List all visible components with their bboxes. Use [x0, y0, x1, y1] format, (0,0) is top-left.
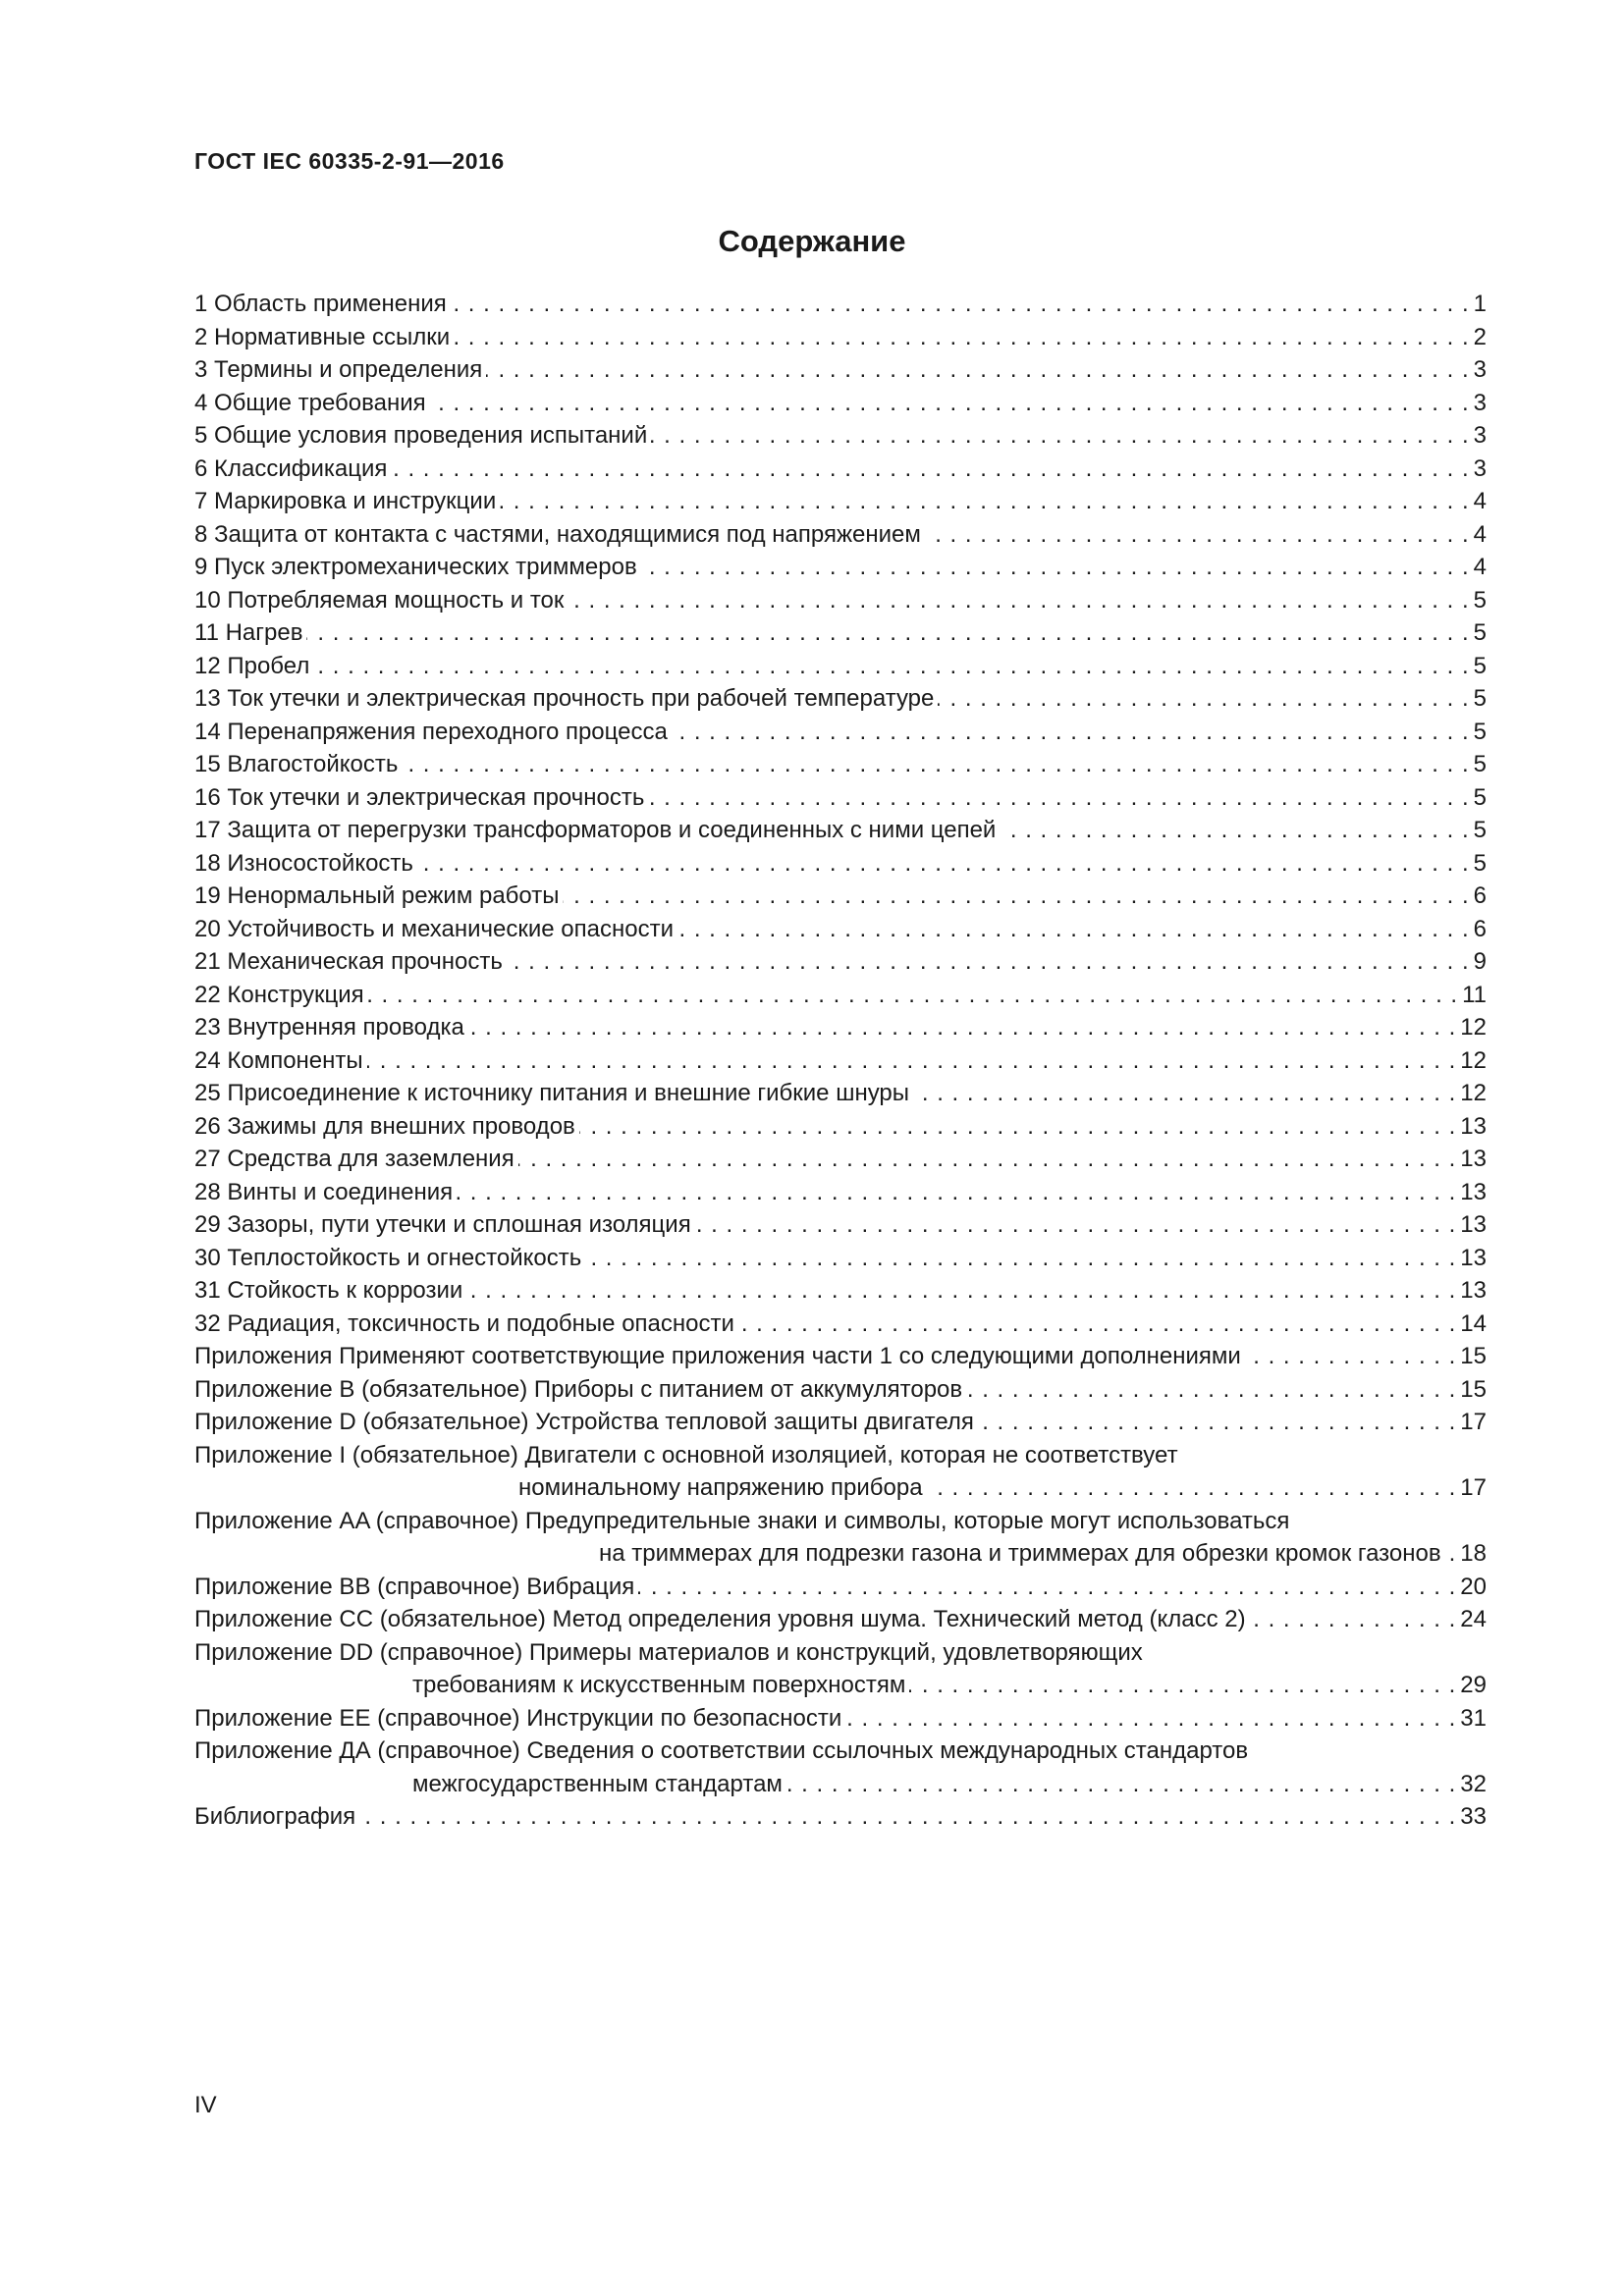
toc-entry[interactable] [194, 551, 1487, 584]
toc-entry[interactable] [194, 945, 1487, 979]
toc-entry-label: 23 Внутренняя проводка [194, 1014, 464, 1041]
toc-entry-page: 3 [1473, 356, 1487, 383]
dot-leader [738, 1308, 1456, 1341]
toc-entry-label: номинальному напряжению прибора [518, 1474, 923, 1501]
toc-entry-page: 2 [1473, 323, 1487, 350]
toc-entry-page: 5 [1473, 652, 1487, 679]
toc-entry-label: 4 Общие требования [194, 389, 426, 416]
dot-leader [500, 485, 1469, 518]
dot-leader [927, 1471, 1457, 1505]
toc-entry[interactable] [194, 682, 1487, 716]
toc-entry-page: 20 [1460, 1573, 1487, 1600]
dot-leader [468, 1011, 1456, 1044]
dot-leader [786, 1768, 1456, 1801]
dot-leader [1000, 814, 1469, 847]
toc-entry-label: 15 Влагостойкость [194, 751, 399, 777]
toc-entry[interactable] [194, 781, 1487, 815]
toc-entry-page: 5 [1473, 751, 1487, 777]
dot-leader [454, 321, 1469, 354]
dot-leader [391, 453, 1469, 486]
dot-leader [1445, 1537, 1457, 1571]
toc-entry[interactable] [194, 814, 1487, 847]
toc-entry-page: 13 [1460, 1244, 1487, 1271]
toc-entry[interactable] [194, 1373, 1487, 1407]
toc-entry-annex-dd[interactable] [194, 1636, 1487, 1670]
toc-entry-label: 11 Нагрев [194, 619, 303, 646]
toc-entry-page: 13 [1460, 1146, 1487, 1172]
toc-entry-page: 13 [1460, 1211, 1487, 1238]
toc-entry[interactable] [194, 1208, 1487, 1242]
toc-entry-label: 28 Винты и соединения [194, 1178, 454, 1205]
dot-leader [402, 748, 1469, 781]
toc-entry[interactable] [194, 1340, 1487, 1373]
toc-entry-annex-dd-continuation[interactable] [194, 1669, 1487, 1702]
toc-entry-annex-cc[interactable] [194, 1603, 1487, 1636]
toc-entry-page: 5 [1473, 586, 1487, 614]
toc-entry-page: 29 [1460, 1672, 1487, 1698]
toc-entry-page: 3 [1473, 454, 1487, 482]
toc-entry-page: 1 [1473, 291, 1487, 317]
toc-entry-label: 16 Ток утечки и электрическая прочность [194, 783, 645, 811]
toc-entry[interactable] [194, 453, 1487, 486]
dot-leader [306, 616, 1469, 650]
dot-leader [641, 551, 1470, 584]
toc-entry-page: 11 [1462, 981, 1487, 1008]
toc-entry-label: Приложение AA (справочное) Предупредительные знаки и символы, которые могут использоваться [194, 1507, 1290, 1534]
dot-leader [367, 1044, 1457, 1078]
toc-entry-page: 13 [1460, 1178, 1487, 1205]
toc-entry-annex-aa-continuation[interactable] [194, 1537, 1487, 1571]
toc-entry-label: 9 Пуск электромеханических триммеров [194, 554, 637, 580]
toc-entry-label: Приложение B (обязательное) Приборы с питанием от аккумуляторов [194, 1375, 963, 1403]
dot-leader [359, 1800, 1456, 1834]
toc-entry-label: 17 Защита от перегрузки трансформаторов и соединенных с ними цепей [194, 817, 997, 843]
toc-entry[interactable] [194, 1274, 1487, 1308]
toc-entry[interactable] [194, 584, 1487, 617]
toc-entry-label: Приложение CC (обязательное) Метод определения уровня шума. Технический метод (класс 2) [194, 1606, 1246, 1632]
toc-entry-page: 13 [1460, 1277, 1487, 1304]
dot-leader [938, 682, 1469, 716]
toc-entry[interactable] [194, 1308, 1487, 1341]
document-code: ГОСТ IEC 60335-2-91—2016 [194, 148, 505, 174]
toc-entry[interactable] [194, 1011, 1487, 1044]
toc-entry-label: требованиям к искусственным поверхностям [412, 1672, 906, 1698]
dot-leader [925, 518, 1470, 552]
toc-entry-label: 10 Потребляемая мощность и ток [194, 586, 565, 614]
toc-entry-label: 30 Теплостойкость и огнестойкость [194, 1244, 582, 1271]
toc-entry-label: 26 Зажимы для внешних проводов [194, 1112, 575, 1140]
dot-leader [1245, 1340, 1456, 1373]
toc-entry-page: 4 [1473, 554, 1487, 580]
toc-entry-annex-da[interactable] [194, 1735, 1487, 1768]
toc-entry[interactable] [194, 419, 1487, 453]
dot-leader [677, 913, 1470, 946]
toc-entry-page: 17 [1460, 1474, 1487, 1501]
toc-entry-label: на триммерах для подрезки газона и триммерах для обрезки кромок газонов [599, 1540, 1441, 1567]
toc-entry-label: 21 Механическая прочность [194, 948, 503, 975]
toc-entry[interactable] [194, 979, 1487, 1012]
toc-entry-page: 13 [1460, 1112, 1487, 1140]
toc-entry-page: 6 [1473, 915, 1487, 942]
toc-entry-label: 5 Общие условия проведения испытаний [194, 422, 648, 449]
toc-entry-label: 14 Перенапряжения переходного процесса [194, 718, 668, 745]
table-of-contents [194, 288, 1487, 1834]
toc-entry-page: 12 [1460, 1080, 1487, 1106]
toc-entry-label: 1 Область применения [194, 291, 447, 317]
toc-entry-page: 18 [1460, 1540, 1487, 1567]
dot-leader [638, 1571, 1456, 1604]
dot-leader [518, 1143, 1457, 1176]
dot-leader [651, 419, 1469, 453]
toc-entry-page: 6 [1473, 882, 1487, 909]
toc-entry-page: 4 [1473, 520, 1487, 548]
toc-entry[interactable] [194, 913, 1487, 946]
toc-entry-page: 5 [1473, 718, 1487, 745]
toc-entry[interactable] [194, 650, 1487, 683]
page-number: IV [194, 2092, 217, 2118]
dot-leader [563, 880, 1469, 913]
dot-leader [913, 1077, 1456, 1110]
toc-entry-annex-bb[interactable] [194, 1571, 1487, 1604]
dot-leader [909, 1669, 1456, 1702]
toc-entry-page: 33 [1460, 1803, 1487, 1830]
toc-entry-page: 15 [1460, 1375, 1487, 1403]
toc-entry-label: Приложения Применяют соответствующие приложения части 1 со следующими дополнениями [194, 1343, 1241, 1369]
toc-entry-page: 5 [1473, 685, 1487, 712]
dot-leader [648, 781, 1469, 815]
toc-entry-label: 20 Устойчивость и механические опасности [194, 915, 674, 942]
toc-entry-label: Приложение BB (справочное) Вибрация [194, 1573, 635, 1600]
dot-leader [466, 1274, 1456, 1308]
toc-entry-label: 18 Износостойкость [194, 849, 413, 877]
toc-entry-label: 12 Пробел [194, 652, 310, 679]
toc-entry-label: 8 Защита от контакта с частями, находящимися под напряжением [194, 520, 921, 548]
dot-leader [585, 1242, 1456, 1275]
toc-entry[interactable] [194, 321, 1487, 354]
toc-entry-label: 19 Ненормальный режим работы [194, 882, 560, 909]
toc-entry-page: 4 [1473, 488, 1487, 514]
toc-entry-label: Приложение D (обязательное) Устройства тепловой защиты двигателя [194, 1409, 974, 1435]
toc-entry-label: межгосударственным стандартам [412, 1770, 783, 1797]
toc-entry[interactable] [194, 1143, 1487, 1176]
dot-leader [568, 584, 1469, 617]
toc-entry-label: 31 Стойкость к коррозии [194, 1277, 463, 1304]
toc-entry-annex-i[interactable] [194, 1439, 1487, 1472]
toc-entry-label: 24 Компоненты [194, 1046, 363, 1074]
toc-entry-page: 9 [1473, 948, 1487, 975]
dot-leader [1250, 1603, 1457, 1636]
toc-entry-annex-i-continuation[interactable] [194, 1471, 1487, 1505]
dot-leader [845, 1702, 1456, 1735]
dot-leader [966, 1373, 1456, 1407]
toc-entry-page: 14 [1460, 1309, 1487, 1337]
toc-entry-page: 5 [1473, 619, 1487, 646]
dot-leader [451, 288, 1470, 321]
toc-entry[interactable] [194, 1176, 1487, 1209]
toc-entry[interactable] [194, 880, 1487, 913]
toc-entry[interactable] [194, 1110, 1487, 1144]
dot-leader [430, 387, 1470, 420]
toc-entry[interactable] [194, 1242, 1487, 1275]
toc-entry[interactable] [194, 1077, 1487, 1110]
toc-entry-label: 29 Зазоры, пути утечки и сплошная изоляция [194, 1211, 691, 1238]
toc-entry-page: 15 [1460, 1343, 1487, 1369]
toc-entry[interactable] [194, 387, 1487, 420]
dot-leader [486, 353, 1469, 387]
toc-entry-label: 13 Ток утечки и электрическая прочность при рабочей температуре [194, 685, 935, 712]
toc-entry[interactable] [194, 716, 1487, 749]
toc-entry-label: 3 Термины и определения [194, 356, 483, 383]
toc-entry-label: Приложение ДА (справочное) Сведения о соответствии ссылочных международных стандартов [194, 1737, 1249, 1764]
toc-entry-bibliography[interactable] [194, 1800, 1487, 1834]
toc-entry[interactable] [194, 748, 1487, 781]
dot-leader [672, 716, 1470, 749]
toc-entry[interactable] [194, 1406, 1487, 1439]
toc-entry-label: Приложение DD (справочное) Примеры материалов и конструкций, удовлетворяющих [194, 1638, 1143, 1666]
dot-leader [368, 979, 1458, 1012]
toc-entry-page: 3 [1473, 389, 1487, 416]
toc-entry-annex-da-continuation[interactable] [194, 1768, 1487, 1801]
toc-entry-page: 3 [1473, 422, 1487, 449]
toc-entry-annex-ee[interactable] [194, 1702, 1487, 1735]
dot-leader [695, 1208, 1457, 1242]
toc-entry[interactable] [194, 485, 1487, 518]
dot-leader [507, 945, 1470, 979]
toc-entry-label: 27 Средства для заземления [194, 1146, 514, 1172]
toc-entry-page: 12 [1460, 1014, 1487, 1041]
dot-leader [579, 1110, 1457, 1144]
toc-entry[interactable] [194, 288, 1487, 321]
dot-leader [313, 650, 1469, 683]
toc-entry-page: 17 [1460, 1409, 1487, 1435]
toc-entry-page: 24 [1460, 1606, 1487, 1632]
toc-entry[interactable] [194, 616, 1487, 650]
toc-entry-label: Приложение EE (справочное) Инструкции по безопасности [194, 1704, 842, 1732]
toc-entry-label: 32 Радиация, токсичность и подобные опасности [194, 1309, 734, 1337]
toc-entry-label: 6 Классификация [194, 454, 388, 482]
toc-entry-label: 25 Присоединение к источнику питания и внешние гибкие шнуры [194, 1080, 910, 1106]
toc-entry-page: 5 [1473, 783, 1487, 811]
toc-entry-label: Библиография [194, 1803, 356, 1830]
toc-entry-page: 5 [1473, 849, 1487, 877]
dot-leader [457, 1176, 1456, 1209]
toc-entry-label: 2 Нормативные ссылки [194, 323, 451, 350]
dot-leader [978, 1406, 1456, 1439]
toc-entry-page: 32 [1460, 1770, 1487, 1797]
page-title: Содержание [718, 224, 906, 258]
toc-entry-page: 5 [1473, 817, 1487, 843]
toc-entry-label: 7 Маркировка и инструкции [194, 488, 497, 514]
toc-entry-annex-aa[interactable] [194, 1505, 1487, 1538]
toc-entry-page: 12 [1460, 1046, 1487, 1074]
toc-entry-page: 31 [1460, 1704, 1487, 1732]
dot-leader [417, 847, 1470, 881]
toc-entry[interactable] [194, 847, 1487, 881]
toc-entry-label: 22 Конструкция [194, 981, 364, 1008]
toc-entry[interactable] [194, 518, 1487, 552]
toc-entry-label: Приложение I (обязательное) Двигатели с основной изоляцией, которая не соответствует [194, 1441, 1178, 1468]
toc-entry[interactable] [194, 353, 1487, 387]
toc-entry[interactable] [194, 1044, 1487, 1078]
